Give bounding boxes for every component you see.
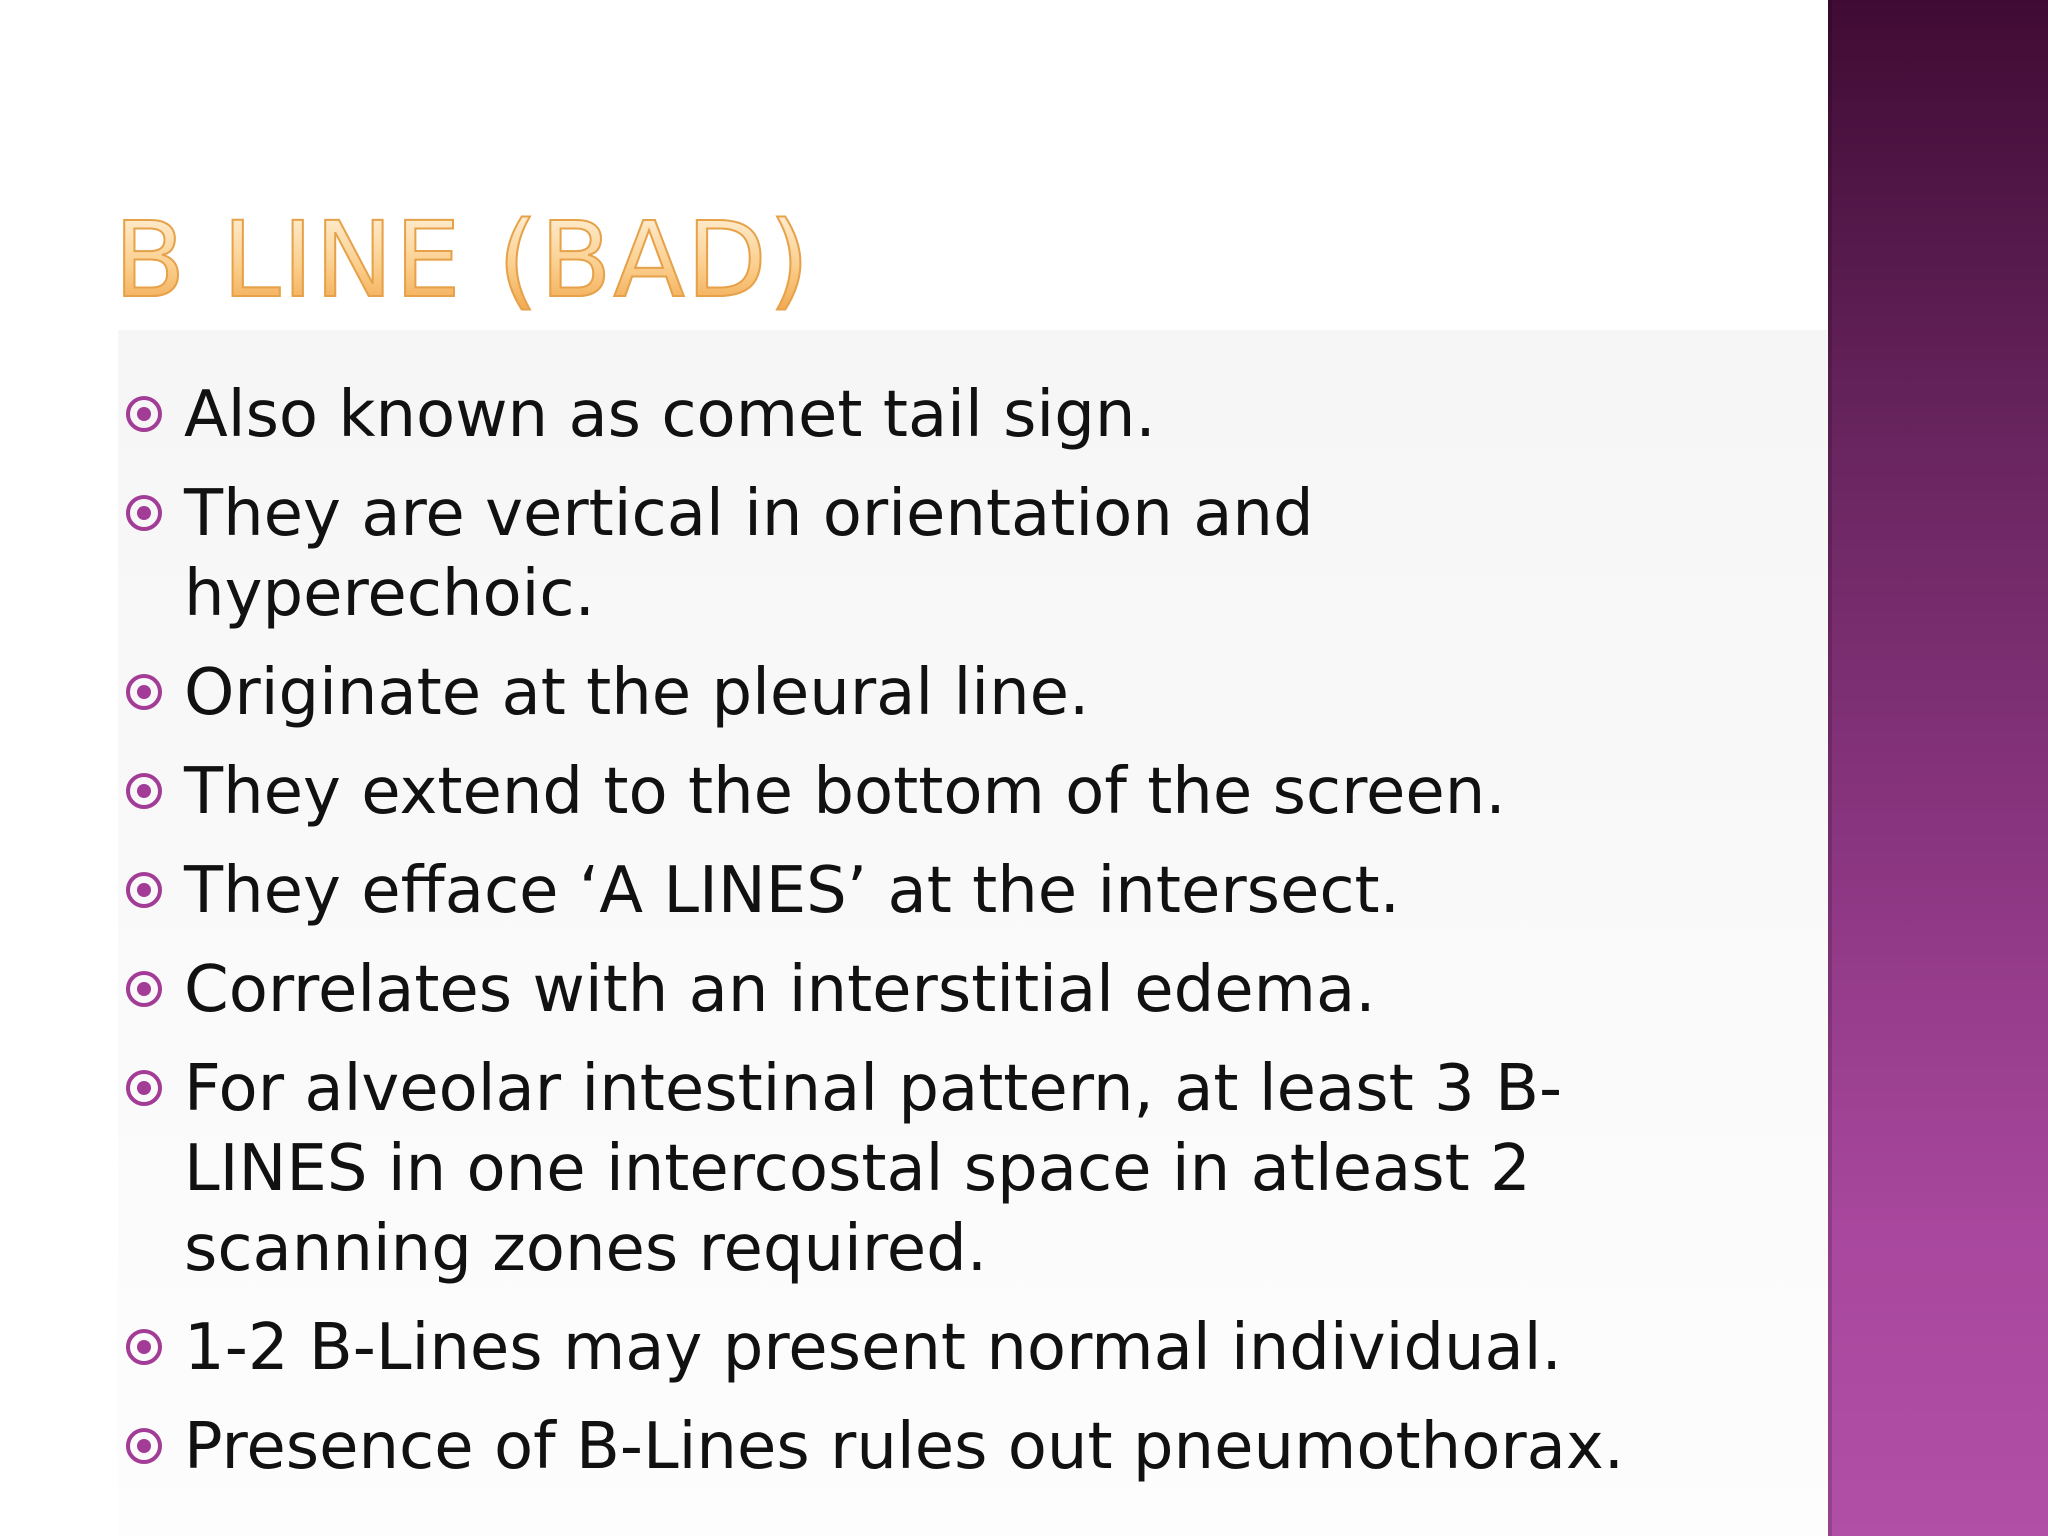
bullet-text: 1-2 B-Lines may present normal individual. [184,1311,1562,1385]
circled-dot-bullet-icon [126,773,162,809]
circled-dot-bullet-icon [126,1329,162,1365]
circled-dot-bullet-icon [126,872,162,908]
list-item [126,1308,1726,1388]
list-item [126,851,1726,931]
slide-title: B LINE (BAD) [114,199,812,321]
list-item [126,1407,1726,1487]
bullet-text: Originate at the pleural line. [184,656,1090,730]
list-item [126,474,1726,634]
bullet-text: They efface ‘A LINES’ at the intersect. [184,854,1400,928]
circled-dot-bullet-icon [126,396,162,432]
list-item [126,375,1726,455]
circled-dot-bullet-icon [126,674,162,710]
bullet-text: Presence of B-Lines rules out pneumothorax. [184,1410,1625,1484]
decorative-side-bar [1828,0,2048,1536]
list-item [126,653,1726,733]
bullet-text: They extend to the bottom of the screen. [184,755,1506,829]
list-item [126,1049,1726,1289]
bullet-list [126,375,1726,1506]
circled-dot-bullet-icon [126,971,162,1007]
list-item [126,752,1726,832]
circled-dot-bullet-icon [126,1428,162,1464]
bullet-text: For alveolar intestinal pattern, at least 3 B- LINES in one intercostal space in atleast 2 scanning zones required. [184,1052,1563,1286]
list-item [126,950,1726,1030]
bullet-text: Also known as comet tail sign. [184,378,1156,452]
bullet-text: They are vertical in orientation and hyperechoic. [184,477,1314,631]
circled-dot-bullet-icon [126,1070,162,1106]
bullet-text: Correlates with an interstitial edema. [184,953,1376,1027]
circled-dot-bullet-icon [126,495,162,531]
